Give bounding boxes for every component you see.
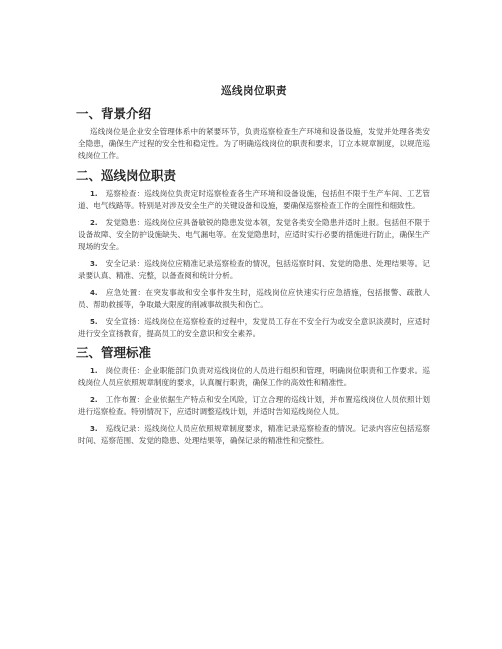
item-number: 3. xyxy=(90,260,98,268)
item-number: 5. xyxy=(90,318,98,326)
item-text: 岗位责任：企业职能部门负责对巡线岗位的人员进行组织和管理，明确岗位职责和工作要求。巡线岗位人员应依照规章制度的要求，认真履行职责，确保工作的高效性和精准性。 xyxy=(78,366,430,387)
list-item xyxy=(78,423,430,447)
list-item xyxy=(78,217,430,253)
item-text: 应急处置：在突发事故和安全事件发生时，巡线岗位应快速实行应急措施，包括报警、疏散人员、帮助救援等，争取最大限度的削减事故损失和伤亡。 xyxy=(78,288,430,309)
list-item xyxy=(78,287,430,311)
item-number: 4. xyxy=(90,289,98,297)
item-text: 安全宣扬：巡线岗位在巡察检查的过程中，发觉员工存在不安全行为或安全意识淡漠时，应适时进行安全宣扬教育，提高员工的安全意识和安全素养。 xyxy=(78,317,430,338)
section-background xyxy=(78,106,430,162)
section-heading: 一、背景介绍 xyxy=(76,106,152,121)
item-number: 3. xyxy=(90,425,98,433)
item-text: 发觉隐患：巡线岗位应具备敏锐的隐患发觉本领，发觉各类安全隐患并适时上报。包括但不限于设备故障、安全防护设施缺失、电气漏电等。在发觉隐患时，应适时实行必要的措施进行防止，确保生产现场的安全。 xyxy=(78,218,430,251)
item-text: 巡察检查：巡线岗位负责定时巡察检查各生产环境和设备设施，包括但不限于生产车间、工艺管道、电气线路等。特别是对涉及安全生产的关键设备和设施，要确保巡察检查工作的全面性和细致性。 xyxy=(78,189,430,210)
list-item xyxy=(78,365,430,389)
section-duties xyxy=(78,168,430,340)
section-management xyxy=(78,345,430,447)
section-heading: 三、管理标准 xyxy=(76,345,152,360)
list-item xyxy=(78,258,430,282)
section-heading: 二、巡线岗位职责 xyxy=(76,168,177,183)
list-item xyxy=(78,316,430,340)
item-number: 2. xyxy=(90,396,98,404)
item-number: 1. xyxy=(90,367,98,375)
item-number: 2. xyxy=(90,219,98,227)
item-number: 1. xyxy=(90,190,98,198)
item-text: 巡线记录：巡线岗位人员应依照规章制度要求，精准记录巡察检查的情况。记录内容应包括巡察时间、巡察范围、发觉的隐患、处理结果等，确保记录的精准性和完整性。 xyxy=(78,424,430,445)
list-item xyxy=(78,188,430,212)
section-paragraph: 巡线岗位是企业安全管理体系中的紧要环节，负责巡察检查生产环境和设备设施，发觉并处理各类安全隐患，确保生产过程的安全性和稳定性。为了明确巡线岗位的职责和要求，订立本规章制度，以规范巡线岗位工作。 xyxy=(78,127,430,160)
document-title: 巡线岗位职责 xyxy=(221,85,287,97)
item-text: 安全记录：巡线岗位应精准记录巡察检查的情况，包括巡察时间、发觉的隐患、处理结果等。记录要认真、精准、完整，以备查阅和统计分析。 xyxy=(78,259,430,280)
list-item xyxy=(78,394,430,418)
item-text: 工作布置：企业依据生产特点和安全风险，订立合理的巡线计划，并布置巡线岗位人员依照计划进行巡察检查。特别情况下，应适时调整巡线计划，并适时告知巡线岗位人员。 xyxy=(78,395,430,416)
